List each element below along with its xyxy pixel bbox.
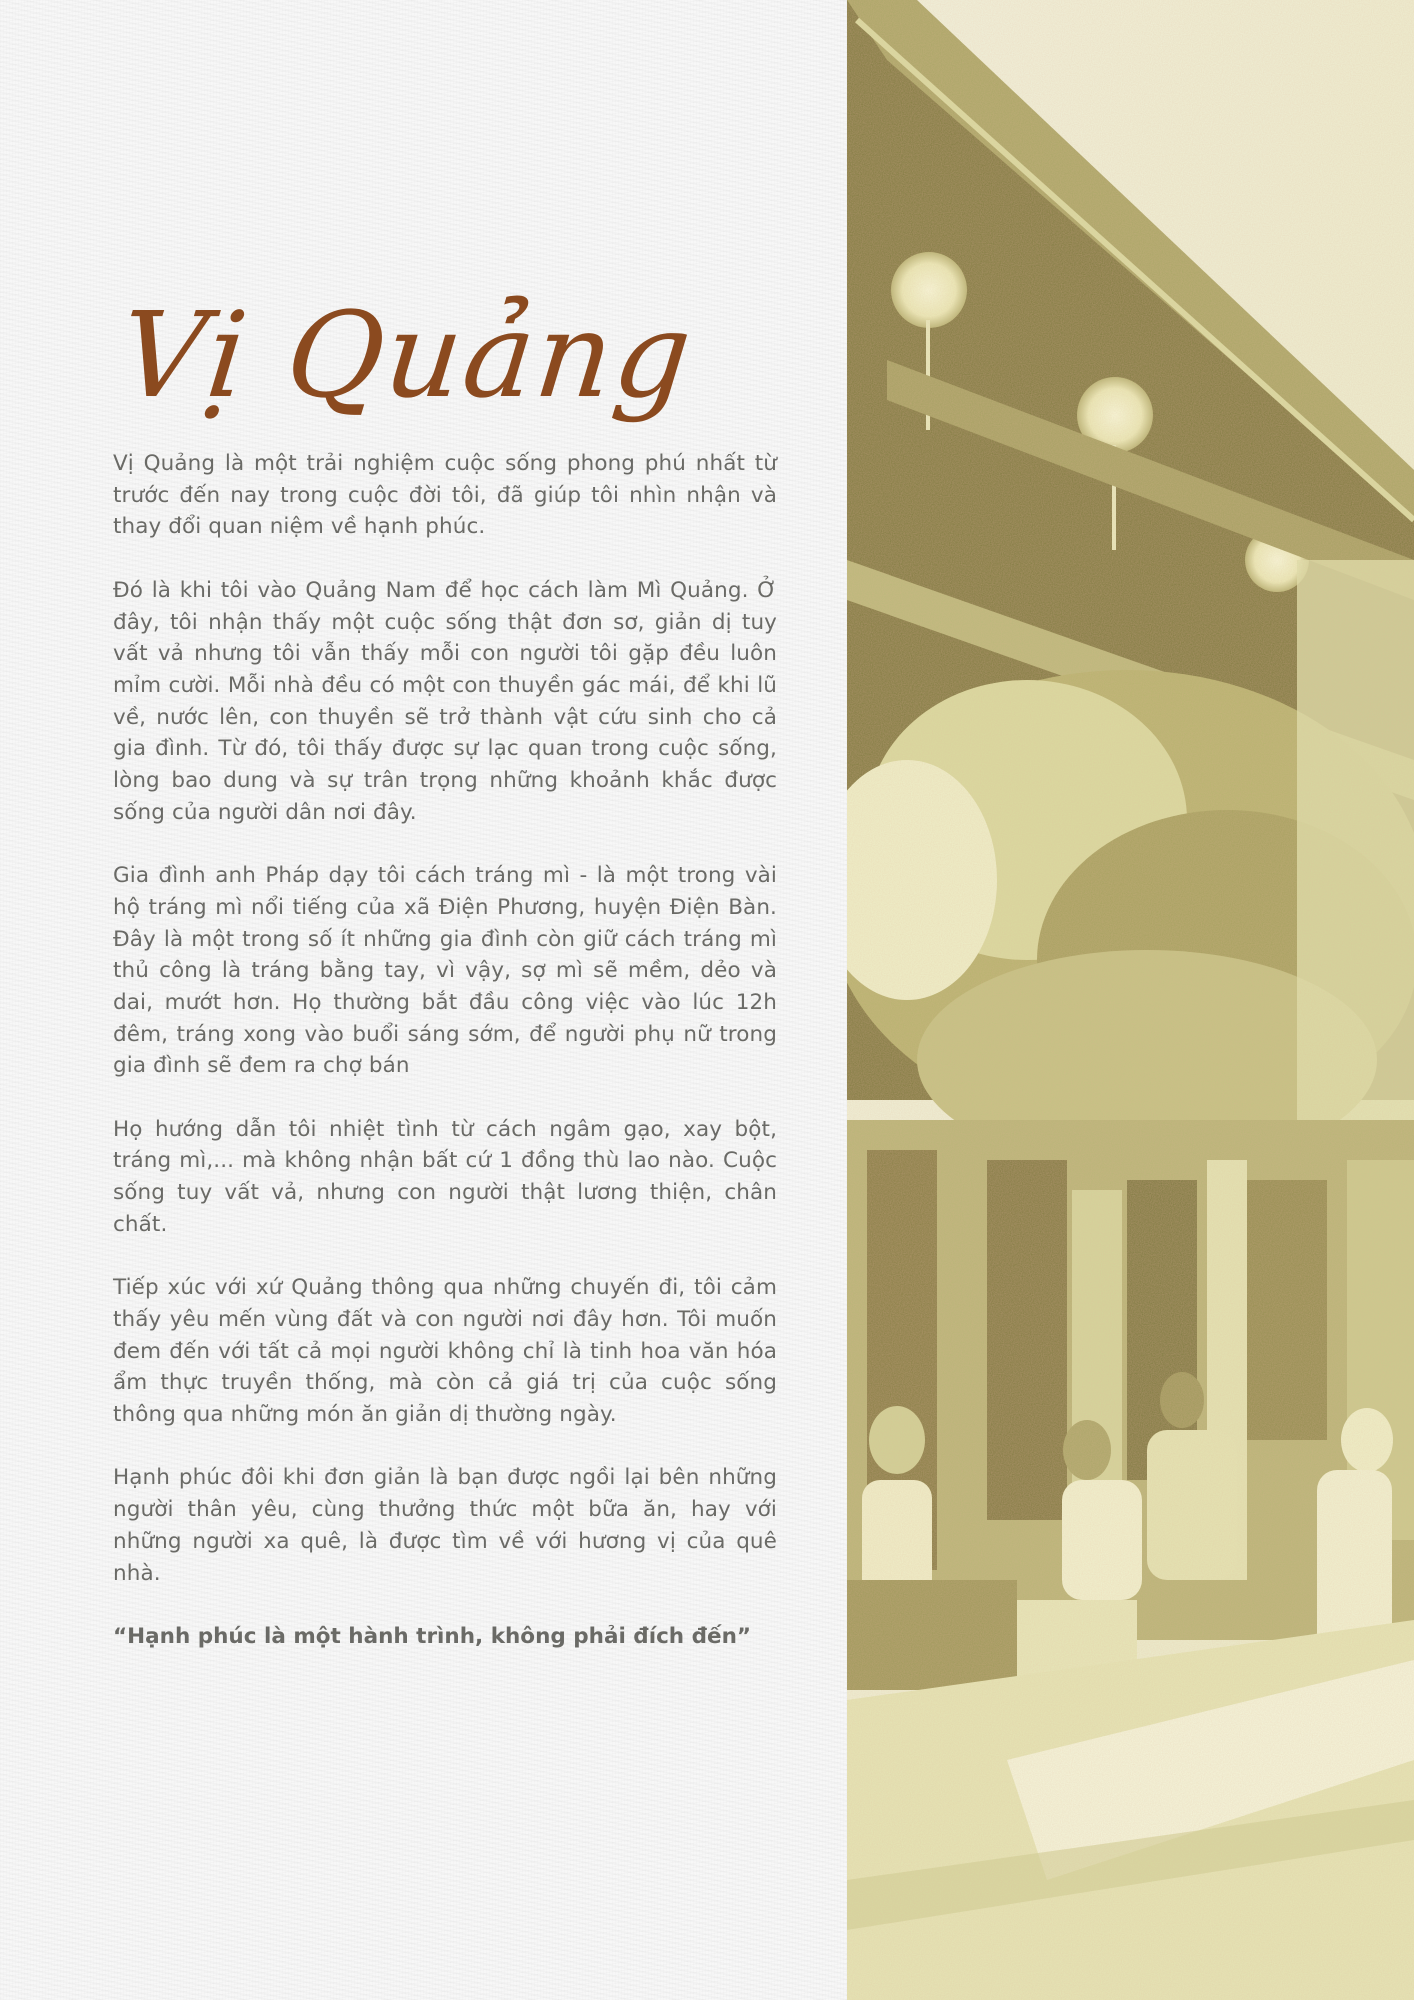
house-photo-illustration xyxy=(847,0,1414,2000)
paragraph-quang-nam: Đó là khi tôi vào Quảng Nam để học cách làm Mì Quảng. Ở đây, tôi nhận thấy một cuộc sống thật đơn sơ, giản dị tuy vất vả nhưng tôi vẫn thấy mỗi con người tôi gặp đều luôn mỉm cười. Mỗi nhà đều có một con thuyền gác mái, để khi lũ về, nước lên, con thuyền sẽ trở thành vật cứu sinh cho cả gia đình. Từ đó, tôi thấy được sự lạc quan trong cuộc sống, lòng bao dung và sự trân trọng những khoảnh khắc được sống của người dân nơi đây. xyxy=(113,577,777,825)
house-photo xyxy=(847,0,1414,2000)
paragraph-intro: Vị Quảng là một trải nghiệm cuộc sống phong phú nhất từ trước đến nay trong cuộc đời tôi, đã giúp tôi nhìn nhận và thay đổi quan niệm về hạnh phúc. xyxy=(113,451,777,540)
page-title: Vị Quảng xyxy=(113,286,700,424)
paragraph-guidance: Họ hướng dẫn tôi nhiệt tình từ cách ngâm gạo, xay bột, tráng mì,... mà không nhận bất cứ 1 đồng thù lao nào. Cuộc sống tuy vất vả, nhưng con người thật lương thiện, chân chất. xyxy=(113,1116,777,1237)
article xyxy=(113,280,777,1653)
paragraph-journeys: Tiếp xúc với xứ Quảng thông qua những chuyến đi, tôi cảm thấy yêu mến vùng đất và con người nơi đây hơn. Tôi muốn đem đến với tất cả mọi người không chỉ là tinh hoa văn hóa ẩm thực truyền thống, mà còn cả giá trị của cuộc sống thông qua những món ăn giản dị thường ngày. xyxy=(113,1275,777,1428)
closing-quote: “Hạnh phúc là một hành trình, không phải đích đến” xyxy=(113,1623,752,1649)
paragraph-happiness: Hạnh phúc đôi khi đơn giản là bạn được ngồi lại bên những người thân yêu, cùng thưởng thức một bữa ăn, hay với những người xa quê, là được tìm về với hương vị của quê nhà. xyxy=(113,1465,777,1586)
paragraph-trang-mi: Gia đình anh Pháp dạy tôi cách tráng mì - là một trong vài hộ tráng mì nổi tiếng của xã Điện Phương, huyện Điện Bàn. Đây là một trong số ít những gia đình còn giữ cách tráng mì thủ công là tráng bằng tay, vì vậy, sợ mì sẽ mềm, dẻo và dai, mướt hơn. Họ thường bắt đầu công việc vào lúc 12h đêm, tráng xong vào buổi sáng sớm, để người phụ nữ trong gia đình sẽ đem ra chợ bán xyxy=(113,863,777,1079)
